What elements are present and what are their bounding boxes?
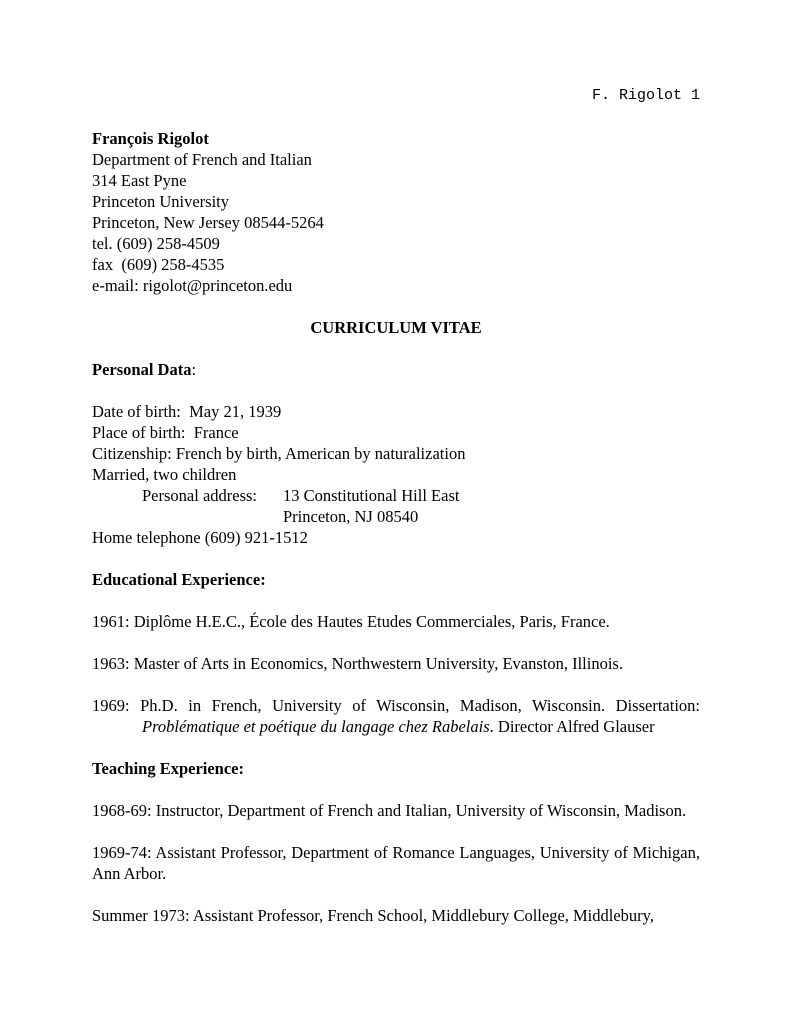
contact-department: Department of French and Italian — [92, 150, 312, 169]
personal-address-label: Personal address: — [142, 486, 258, 505]
contact-name: François Rigolot — [92, 129, 209, 148]
contact-institution: Princeton University — [92, 192, 230, 211]
personal-data-heading — [92, 359, 700, 380]
personal-address-line — [92, 485, 700, 506]
education-item-1969 — [92, 695, 700, 737]
personal-data-heading-text: Personal Data — [92, 360, 192, 379]
contact-address-street: 314 East Pyne — [92, 171, 187, 190]
personal-address-value: 13 Constitutional Hill East — [283, 486, 460, 505]
dissertation-title: Problématique et poétique du langage chez Rabelais — [142, 717, 490, 736]
contact-fax: fax (609) 258-4535 — [92, 255, 225, 274]
education-item-1969-text: 1969: Ph.D. in French, University of Wisconsin, Madison, Wisconsin. Dissertation: — [92, 696, 700, 715]
personal-address-city: Princeton, NJ 08540 — [283, 507, 419, 526]
contact-email: e-mail: rigolot@princeton.edu — [92, 276, 293, 295]
date-of-birth: Date of birth: May 21, 1939 — [92, 402, 282, 421]
citizenship: Citizenship: French by birth, American by naturalization — [92, 444, 466, 463]
contact-city-zip: Princeton, New Jersey 08544-5264 — [92, 213, 324, 232]
page-header-text: F. Rigolot 1 — [591, 87, 700, 104]
marital-status: Married, two children — [92, 465, 237, 484]
teaching-item-summer-1973: Summer 1973: Assistant Professor, French School, Middlebury College, Middlebury, — [92, 906, 654, 925]
page-header — [92, 85, 700, 106]
education-item-1969-suffix: . Director Alfred Glauser — [489, 717, 655, 736]
teaching-experience-heading: Teaching Experience: — [92, 759, 245, 778]
contact-block — [92, 128, 700, 296]
educational-experience-heading: Educational Experience: — [92, 570, 266, 589]
education-item-1963: 1963: Master of Arts in Economics, Northwestern University, Evanston, Illinois. — [92, 654, 623, 673]
contact-telephone: tel. (609) 258-4509 — [92, 234, 220, 253]
teaching-item-1969-74: 1969-74: Assistant Professor, Department of Romance Languages, University of Michigan, Ann Arbor. — [92, 843, 700, 883]
home-telephone: Home telephone (609) 921-1512 — [92, 528, 308, 547]
place-of-birth: Place of birth: France — [92, 423, 239, 442]
personal-data-block — [92, 401, 700, 548]
education-item-1961: 1961: Diplôme H.E.C., École des Hautes Etudes Commerciales, Paris, France. — [92, 612, 610, 631]
personal-data-heading-colon: : — [191, 360, 197, 379]
cv-title: CURRICULUM VITAE — [310, 318, 482, 337]
teaching-item-1968-69: 1968-69: Instructor, Department of French and Italian, University of Wisconsin, Madison. — [92, 801, 687, 820]
